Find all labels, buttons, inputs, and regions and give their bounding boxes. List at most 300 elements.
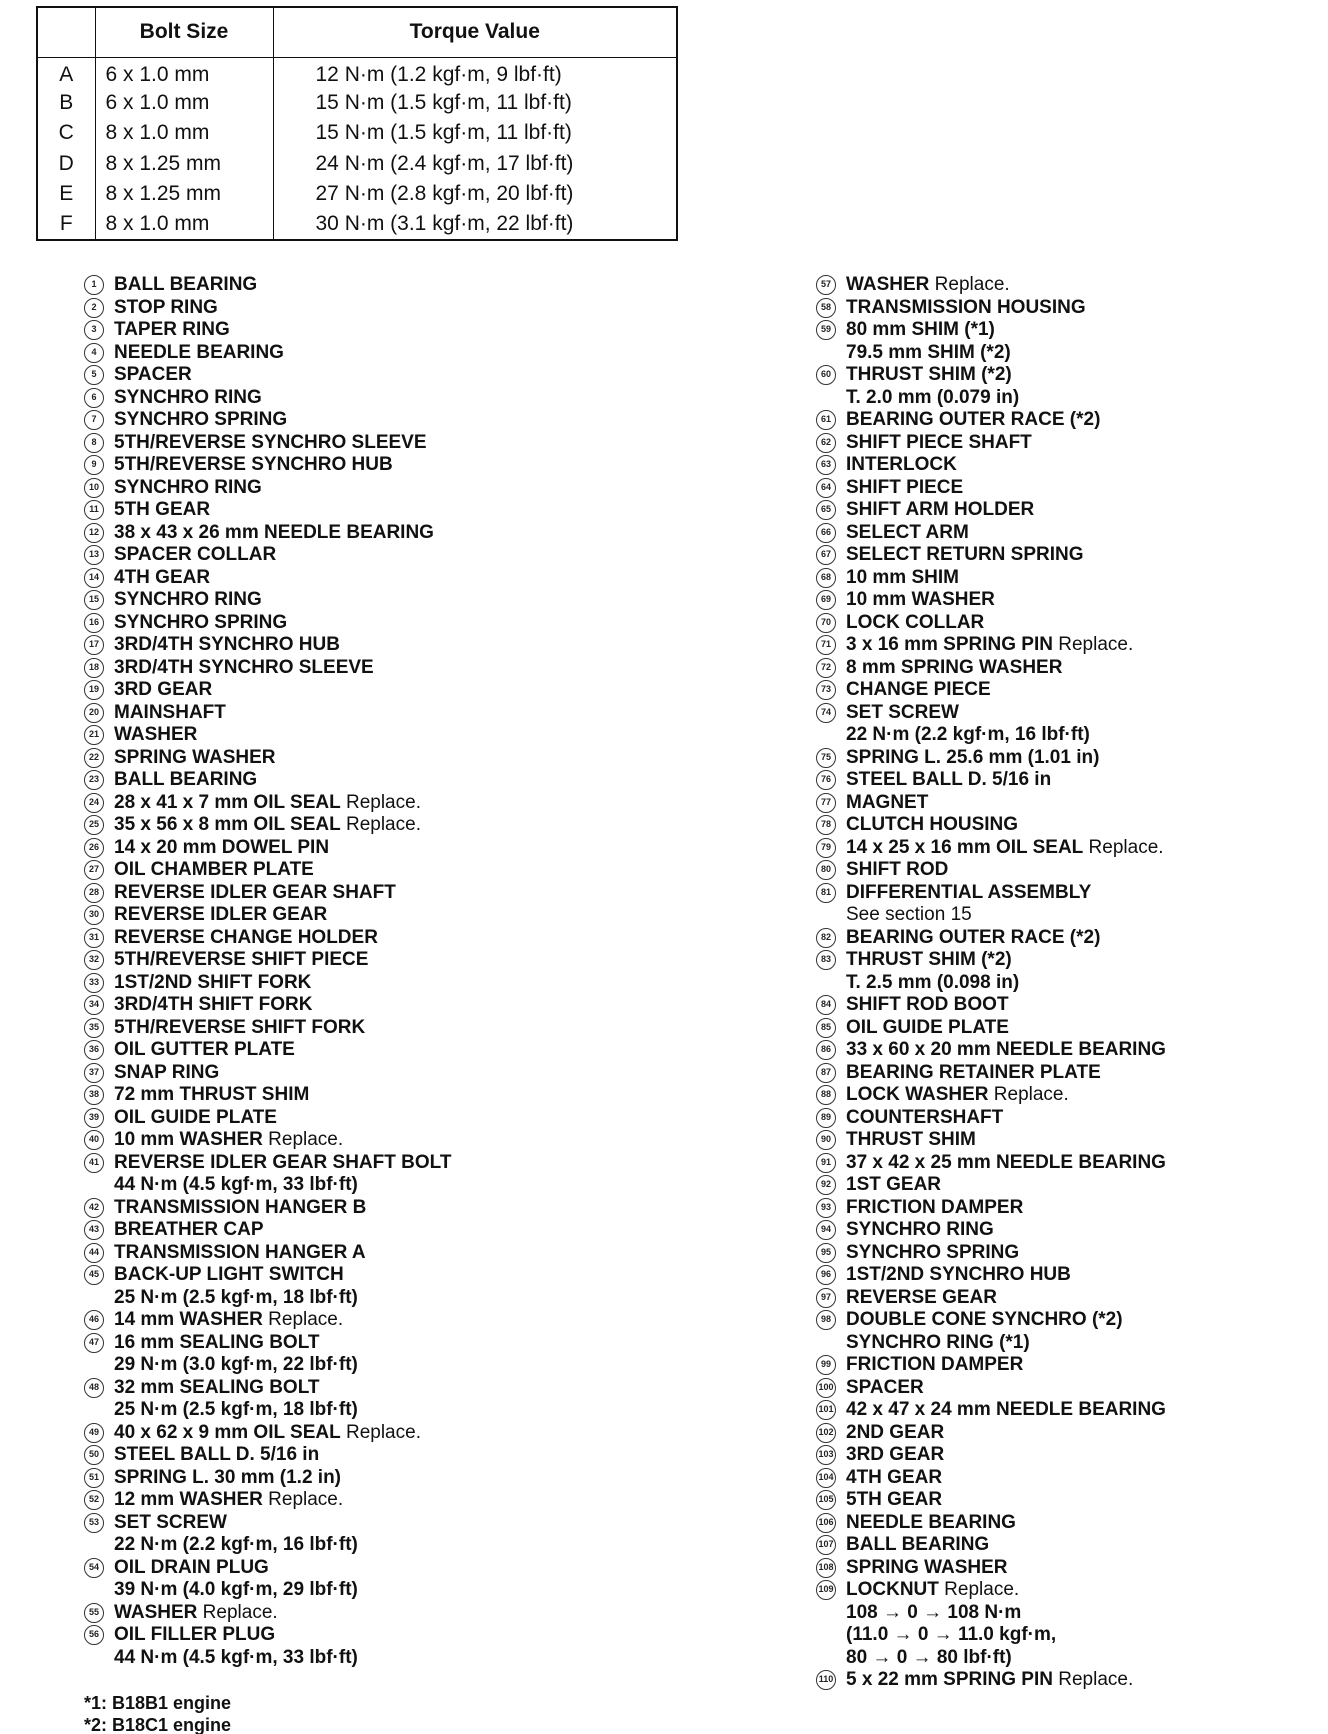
- part-description: [114, 882, 704, 905]
- part-number-badge: [84, 927, 114, 950]
- part-line: [846, 544, 1316, 567]
- part-name: SYNCHRO RING: [114, 386, 262, 408]
- part-description: [114, 387, 704, 410]
- part-number: 47: [84, 1333, 104, 1353]
- part-description: [846, 1242, 1316, 1265]
- part-name: INTERLOCK: [846, 454, 957, 475]
- part-description: [114, 589, 704, 612]
- part-number-badge: [816, 882, 846, 905]
- part-spec: 25 N·m (2.5 kgf·m, 18 lbf·ft): [114, 1399, 358, 1420]
- part-number: 1: [84, 275, 104, 295]
- torque-row-torque: 24 N·m (2.4 kgf·m, 17 lbf·ft): [273, 149, 677, 180]
- part-name: STEEL BALL D. 5/16 in: [846, 769, 1052, 790]
- part-spec: 22 N·m (2.2 kgf·m, 16 lbf·ft): [846, 724, 1090, 745]
- part-line: [114, 1152, 704, 1175]
- part-item: [84, 1557, 704, 1602]
- part-number: 52: [84, 1490, 104, 1510]
- part-name: 37 x 42 x 25 mm NEEDLE BEARING: [846, 1151, 1166, 1173]
- part-item: [84, 814, 704, 837]
- part-number-badge: [84, 814, 114, 837]
- part-number: 7: [84, 410, 104, 430]
- part-line: [114, 1242, 704, 1265]
- part-number: 11: [84, 500, 104, 520]
- part-item: [84, 274, 704, 297]
- part-number: 63: [816, 455, 836, 475]
- part-item: [816, 1039, 1316, 1062]
- part-item: [816, 1557, 1316, 1580]
- part-name: SYNCHRO SPRING: [846, 1241, 1020, 1263]
- part-description: [846, 949, 1316, 994]
- part-description: [114, 499, 704, 522]
- part-description: [846, 1264, 1316, 1287]
- part-item: [84, 589, 704, 612]
- part-number: 41: [84, 1153, 104, 1173]
- part-line: [846, 319, 1316, 342]
- part-name: 14 x 20 mm DOWEL PIN: [114, 836, 330, 858]
- part-number-badge: [84, 297, 114, 320]
- part-item: [816, 1512, 1316, 1535]
- part-number-badge: [84, 499, 114, 522]
- part-item: [84, 1332, 704, 1377]
- part-description: [846, 814, 1316, 837]
- part-item: [816, 1242, 1316, 1265]
- part-line: [846, 1174, 1316, 1197]
- part-spec: 22 N·m (2.2 kgf·m, 16 lbf·ft): [114, 1534, 358, 1555]
- part-item: [84, 949, 704, 972]
- part-item: [84, 342, 704, 365]
- torque-row-torque: 15 N·m (1.5 kgf·m, 11 lbf·ft): [273, 118, 677, 149]
- part-item: [816, 612, 1316, 635]
- part-name: REVERSE IDLER GEAR SHAFT: [114, 881, 396, 903]
- part-item: [816, 589, 1316, 612]
- part-number: 40: [84, 1130, 104, 1150]
- part-line: [114, 1084, 704, 1107]
- part-item: [816, 432, 1316, 455]
- part-name: CLUTCH HOUSING: [846, 814, 1019, 835]
- part-number: 110: [816, 1670, 836, 1690]
- part-item: [816, 364, 1316, 409]
- part-number: 103: [816, 1445, 836, 1465]
- part-description: [114, 904, 704, 927]
- torque-row-id: D: [58, 151, 74, 175]
- part-name: OIL GUIDE PLATE: [846, 1016, 1009, 1038]
- part-name: 3 x 16 mm SPRING PIN: [846, 634, 1053, 655]
- part-description: [114, 1242, 704, 1265]
- part-note: Replace.: [197, 1601, 278, 1623]
- part-description: [114, 364, 704, 387]
- part-name: DOUBLE CONE SYNCHRO (*2): [846, 1309, 1123, 1330]
- part-line: [114, 1062, 704, 1085]
- part-description: [114, 1152, 704, 1197]
- part-number-badge: [816, 702, 846, 725]
- part-name: SPACER: [114, 364, 192, 385]
- part-line: [846, 1512, 1316, 1535]
- part-item: [84, 297, 704, 320]
- part-line: [846, 1444, 1316, 1467]
- part-line: [846, 634, 1316, 657]
- part-name: SYNCHRO RING: [114, 476, 262, 498]
- part-line: [846, 274, 1316, 297]
- part-number-badge: [816, 792, 846, 815]
- part-line: [114, 882, 704, 905]
- part-description: [846, 612, 1316, 635]
- part-item: [84, 1129, 704, 1152]
- part-name: 5TH/REVERSE SHIFT FORK: [114, 1016, 366, 1038]
- part-item: [84, 769, 704, 792]
- part-number-badge: [816, 747, 846, 770]
- part-spec: 44 N·m (4.5 kgf·m, 33 lbf·ft): [114, 1646, 358, 1668]
- part-number: 58: [816, 298, 836, 318]
- part-name: OIL DRAIN PLUG: [114, 1556, 269, 1578]
- part-number-badge: [84, 1107, 114, 1130]
- part-description: [846, 319, 1316, 364]
- part-number-badge: [816, 1062, 846, 1085]
- part-number-badge: [816, 1287, 846, 1310]
- part-number-badge: [84, 904, 114, 927]
- part-number-badge: [84, 1377, 114, 1400]
- part-line: [114, 724, 704, 747]
- part-line: [846, 837, 1316, 860]
- part-number-badge: [84, 1309, 114, 1332]
- torque-row-torque: 27 N·m (2.8 kgf·m, 20 lbf·ft): [273, 179, 677, 210]
- part-description: [114, 1062, 704, 1085]
- part-number: 106: [816, 1513, 836, 1533]
- part-number: 101: [816, 1400, 836, 1420]
- part-item: [84, 882, 704, 905]
- part-name: OIL GUTTER PLATE: [114, 1039, 295, 1060]
- part-number: 65: [816, 500, 836, 520]
- part-line: [114, 927, 704, 950]
- part-number-badge: [84, 769, 114, 792]
- part-name: CHANGE PIECE: [846, 679, 991, 700]
- part-number: 49: [84, 1423, 104, 1443]
- part-spec: 29 N·m (3.0 kgf·m, 22 lbf·ft): [114, 1354, 358, 1375]
- part-description: [114, 1107, 704, 1130]
- part-item: [84, 1444, 704, 1467]
- part-description: [846, 364, 1316, 409]
- part-number: 2: [84, 298, 104, 318]
- part-item: [84, 1422, 704, 1445]
- part-name: TRANSMISSION HANGER B: [114, 1196, 367, 1218]
- part-description: [846, 567, 1316, 590]
- part-number: 42: [84, 1198, 104, 1218]
- part-name: 3RD/4TH SYNCHRO HUB: [114, 634, 340, 655]
- part-description: [114, 612, 704, 635]
- part-name: BALL BEARING: [114, 274, 258, 295]
- part-description: [846, 1287, 1316, 1310]
- part-name: OIL GUIDE PLATE: [114, 1106, 277, 1128]
- part-number-badge: [84, 1332, 114, 1355]
- part-description: [114, 747, 704, 770]
- part-item: [816, 1489, 1316, 1512]
- part-note: Replace.: [340, 1421, 421, 1443]
- part-name: BEARING OUTER RACE (*2): [846, 926, 1101, 948]
- part-name: SPRING WASHER: [114, 746, 276, 768]
- part-item: [816, 544, 1316, 567]
- part-number: 89: [816, 1108, 836, 1128]
- footnotes: [84, 1692, 231, 1734]
- part-number: 46: [84, 1310, 104, 1330]
- part-description: [114, 409, 704, 432]
- part-line: [114, 364, 704, 387]
- part-description: [114, 792, 704, 815]
- part-description: [846, 882, 1316, 927]
- part-line: [114, 634, 704, 657]
- part-number: 23: [84, 770, 104, 790]
- part-item: [84, 972, 704, 995]
- part-description: [846, 432, 1316, 455]
- part-description: [846, 274, 1316, 297]
- part-description: [846, 1512, 1316, 1535]
- part-spec: 79.5 mm SHIM (*2): [846, 341, 1011, 363]
- part-line: [846, 409, 1316, 432]
- part-description: [114, 477, 704, 500]
- part-number-badge: [84, 1219, 114, 1242]
- part-name: TAPER RING: [114, 319, 230, 340]
- part-item: [84, 432, 704, 455]
- part-number-badge: [816, 994, 846, 1017]
- part-number-badge: [816, 522, 846, 545]
- part-line: [114, 1197, 704, 1220]
- part-description: [846, 1377, 1316, 1400]
- part-note: Replace.: [262, 1309, 344, 1330]
- part-line: [114, 994, 704, 1017]
- part-item: [816, 1354, 1316, 1377]
- part-line: [114, 1377, 704, 1400]
- part-number: 31: [84, 928, 104, 948]
- part-item: [816, 1152, 1316, 1175]
- part-number-badge: [84, 882, 114, 905]
- part-item: [84, 1624, 704, 1669]
- part-number: 66: [816, 523, 836, 543]
- part-number: 67: [816, 545, 836, 565]
- part-description: [114, 814, 704, 837]
- part-line: [846, 792, 1316, 815]
- torque-row: [37, 118, 677, 149]
- part-line: [114, 747, 704, 770]
- part-name: 5TH/REVERSE SYNCHRO HUB: [114, 454, 393, 475]
- part-name: SELECT ARM: [846, 521, 969, 543]
- part-line: [846, 1579, 1316, 1602]
- footnote: *2: B18C1 engine: [84, 1715, 232, 1734]
- part-line: [846, 1152, 1316, 1175]
- part-name: BREATHER CAP: [114, 1219, 264, 1240]
- part-item: [816, 792, 1316, 815]
- part-number: 24: [84, 793, 104, 813]
- part-number: 108: [816, 1558, 836, 1578]
- torque-table: [36, 6, 678, 241]
- part-item: [816, 1422, 1316, 1445]
- part-number-badge: [84, 1084, 114, 1107]
- part-item: [816, 1219, 1316, 1242]
- part-name: 5TH GEAR: [846, 1489, 943, 1510]
- part-line: [846, 589, 1316, 612]
- part-name: 10 mm SHIM: [846, 566, 959, 588]
- part-name: SYNCHRO RING: [846, 1219, 994, 1240]
- part-number: 34: [84, 995, 104, 1015]
- part-name: 4TH GEAR: [114, 566, 211, 588]
- part-name: 2ND GEAR: [846, 1421, 945, 1443]
- part-name: SHIFT PIECE: [846, 476, 964, 498]
- part-description: [114, 319, 704, 342]
- part-item: [816, 319, 1316, 364]
- header-bolt-size: Bolt Size: [95, 7, 273, 57]
- part-description: [114, 274, 704, 297]
- part-item: [84, 454, 704, 477]
- part-description: [846, 454, 1316, 477]
- part-name: 1ST GEAR: [846, 1174, 942, 1195]
- part-item: [84, 1377, 704, 1422]
- part-line: [114, 297, 704, 320]
- part-item: [816, 454, 1316, 477]
- part-name: LOCKNUT: [846, 1579, 939, 1600]
- header-id: [37, 7, 95, 57]
- part-number: 39: [84, 1108, 104, 1128]
- part-description: [114, 1017, 704, 1040]
- part-line: [846, 949, 1316, 972]
- part-number: 69: [816, 590, 836, 610]
- part-description: [846, 792, 1316, 815]
- part-number-badge: [84, 612, 114, 635]
- part-number: 15: [84, 590, 104, 610]
- part-line: [114, 387, 704, 410]
- part-description: [114, 1039, 704, 1062]
- part-number-badge: [816, 274, 846, 297]
- part-number-badge: [816, 297, 846, 320]
- part-name: 38 x 43 x 26 mm NEEDLE BEARING: [114, 521, 434, 543]
- part-name: SHIFT ROD BOOT: [846, 994, 1009, 1015]
- part-line: [114, 1444, 704, 1467]
- part-number: 48: [84, 1378, 104, 1398]
- part-name: 14 x 25 x 16 mm OIL SEAL: [846, 836, 1084, 858]
- part-number: 64: [816, 478, 836, 498]
- part-description: [114, 1377, 704, 1422]
- part-name: 35 x 56 x 8 mm OIL SEAL: [114, 814, 341, 835]
- part-item: [816, 657, 1316, 680]
- part-description: [846, 499, 1316, 522]
- torque-row: [37, 57, 677, 88]
- part-name: 1ST/2ND SYNCHRO HUB: [846, 1264, 1071, 1285]
- part-number-badge: [816, 477, 846, 500]
- part-description: [114, 859, 704, 882]
- torque-table-header: [37, 7, 677, 57]
- part-number: 18: [84, 658, 104, 678]
- part-item: [84, 679, 704, 702]
- part-item: [816, 994, 1316, 1017]
- part-name: BEARING RETAINER PLATE: [846, 1061, 1101, 1083]
- part-line: [114, 477, 704, 500]
- part-name: 3RD GEAR: [114, 679, 213, 700]
- part-line: [114, 589, 704, 612]
- part-name: STEEL BALL D. 5/16 in: [114, 1444, 320, 1465]
- part-description: [114, 1489, 704, 1512]
- part-line: [846, 567, 1316, 590]
- part-line: [846, 1287, 1316, 1310]
- part-number: 96: [816, 1265, 836, 1285]
- part-name: 33 x 60 x 20 mm NEEDLE BEARING: [846, 1039, 1166, 1060]
- part-description: [846, 1354, 1316, 1377]
- part-line: [846, 477, 1316, 500]
- part-item: [816, 297, 1316, 320]
- part-line: [114, 567, 704, 590]
- part-name: FRICTION DAMPER: [846, 1354, 1024, 1375]
- part-item: [84, 612, 704, 635]
- part-line: [846, 1107, 1316, 1130]
- part-number-badge: [816, 499, 846, 522]
- part-number: 83: [816, 950, 836, 970]
- part-item: [84, 1039, 704, 1062]
- part-number-badge: [816, 949, 846, 972]
- part-number: 97: [816, 1288, 836, 1308]
- part-number: 53: [84, 1513, 104, 1533]
- part-line: [114, 1264, 704, 1287]
- part-line: [846, 769, 1316, 792]
- part-number: 45: [84, 1265, 104, 1285]
- part-item: [84, 387, 704, 410]
- part-spec: 25 N·m (2.5 kgf·m, 18 lbf·ft): [114, 1286, 358, 1308]
- part-spec: T. 2.5 mm (0.098 in): [846, 971, 1020, 993]
- part-item: [816, 1129, 1316, 1152]
- part-number: 100: [816, 1378, 836, 1398]
- part-number: 38: [84, 1085, 104, 1105]
- part-name: 4TH GEAR: [846, 1466, 943, 1488]
- part-description: [846, 1062, 1316, 1085]
- part-description: [846, 702, 1316, 747]
- part-description: [846, 522, 1316, 545]
- part-description: [846, 1152, 1316, 1175]
- part-line: [846, 882, 1316, 905]
- part-name: 5TH/REVERSE SHIFT PIECE: [114, 949, 369, 970]
- part-line: [846, 1377, 1316, 1400]
- part-number-badge: [84, 1197, 114, 1220]
- part-description: [846, 1039, 1316, 1062]
- part-number-badge: [816, 409, 846, 432]
- part-number-badge: [816, 1309, 846, 1332]
- part-name: SPRING L. 25.6 mm (1.01 in): [846, 746, 1100, 768]
- part-number-badge: [84, 342, 114, 365]
- part-number-badge: [84, 477, 114, 500]
- part-spec: SYNCHRO RING (*1): [846, 1331, 1030, 1353]
- part-spec: 80 → 0 → 80 lbf·ft): [846, 1646, 1012, 1668]
- part-item: [84, 1602, 704, 1625]
- part-number-badge: [84, 1422, 114, 1445]
- part-description: [846, 589, 1316, 612]
- part-number-badge: [816, 432, 846, 455]
- part-line: [846, 994, 1316, 1017]
- part-number-badge: [816, 814, 846, 837]
- part-name: WASHER: [846, 274, 930, 295]
- part-item: [84, 724, 704, 747]
- part-number: 72: [816, 658, 836, 678]
- part-description: [846, 1422, 1316, 1445]
- part-item: [84, 859, 704, 882]
- part-name: BALL BEARING: [114, 769, 258, 790]
- part-name: THRUST SHIM (*2): [846, 364, 1012, 385]
- part-number-badge: [84, 1467, 114, 1490]
- part-name: LOCK WASHER: [846, 1084, 989, 1105]
- part-number-badge: [84, 679, 114, 702]
- part-number: 5: [84, 365, 104, 385]
- part-description: [114, 297, 704, 320]
- part-number-badge: [84, 972, 114, 995]
- part-name: STOP RING: [114, 296, 218, 318]
- part-number: 61: [816, 410, 836, 430]
- part-description: [114, 544, 704, 567]
- part-name: COUNTERSHAFT: [846, 1106, 1004, 1128]
- part-number-badge: [84, 792, 114, 815]
- part-spec: 39 N·m (4.0 kgf·m, 29 lbf·ft): [114, 1579, 358, 1600]
- part-line: [846, 1399, 1316, 1422]
